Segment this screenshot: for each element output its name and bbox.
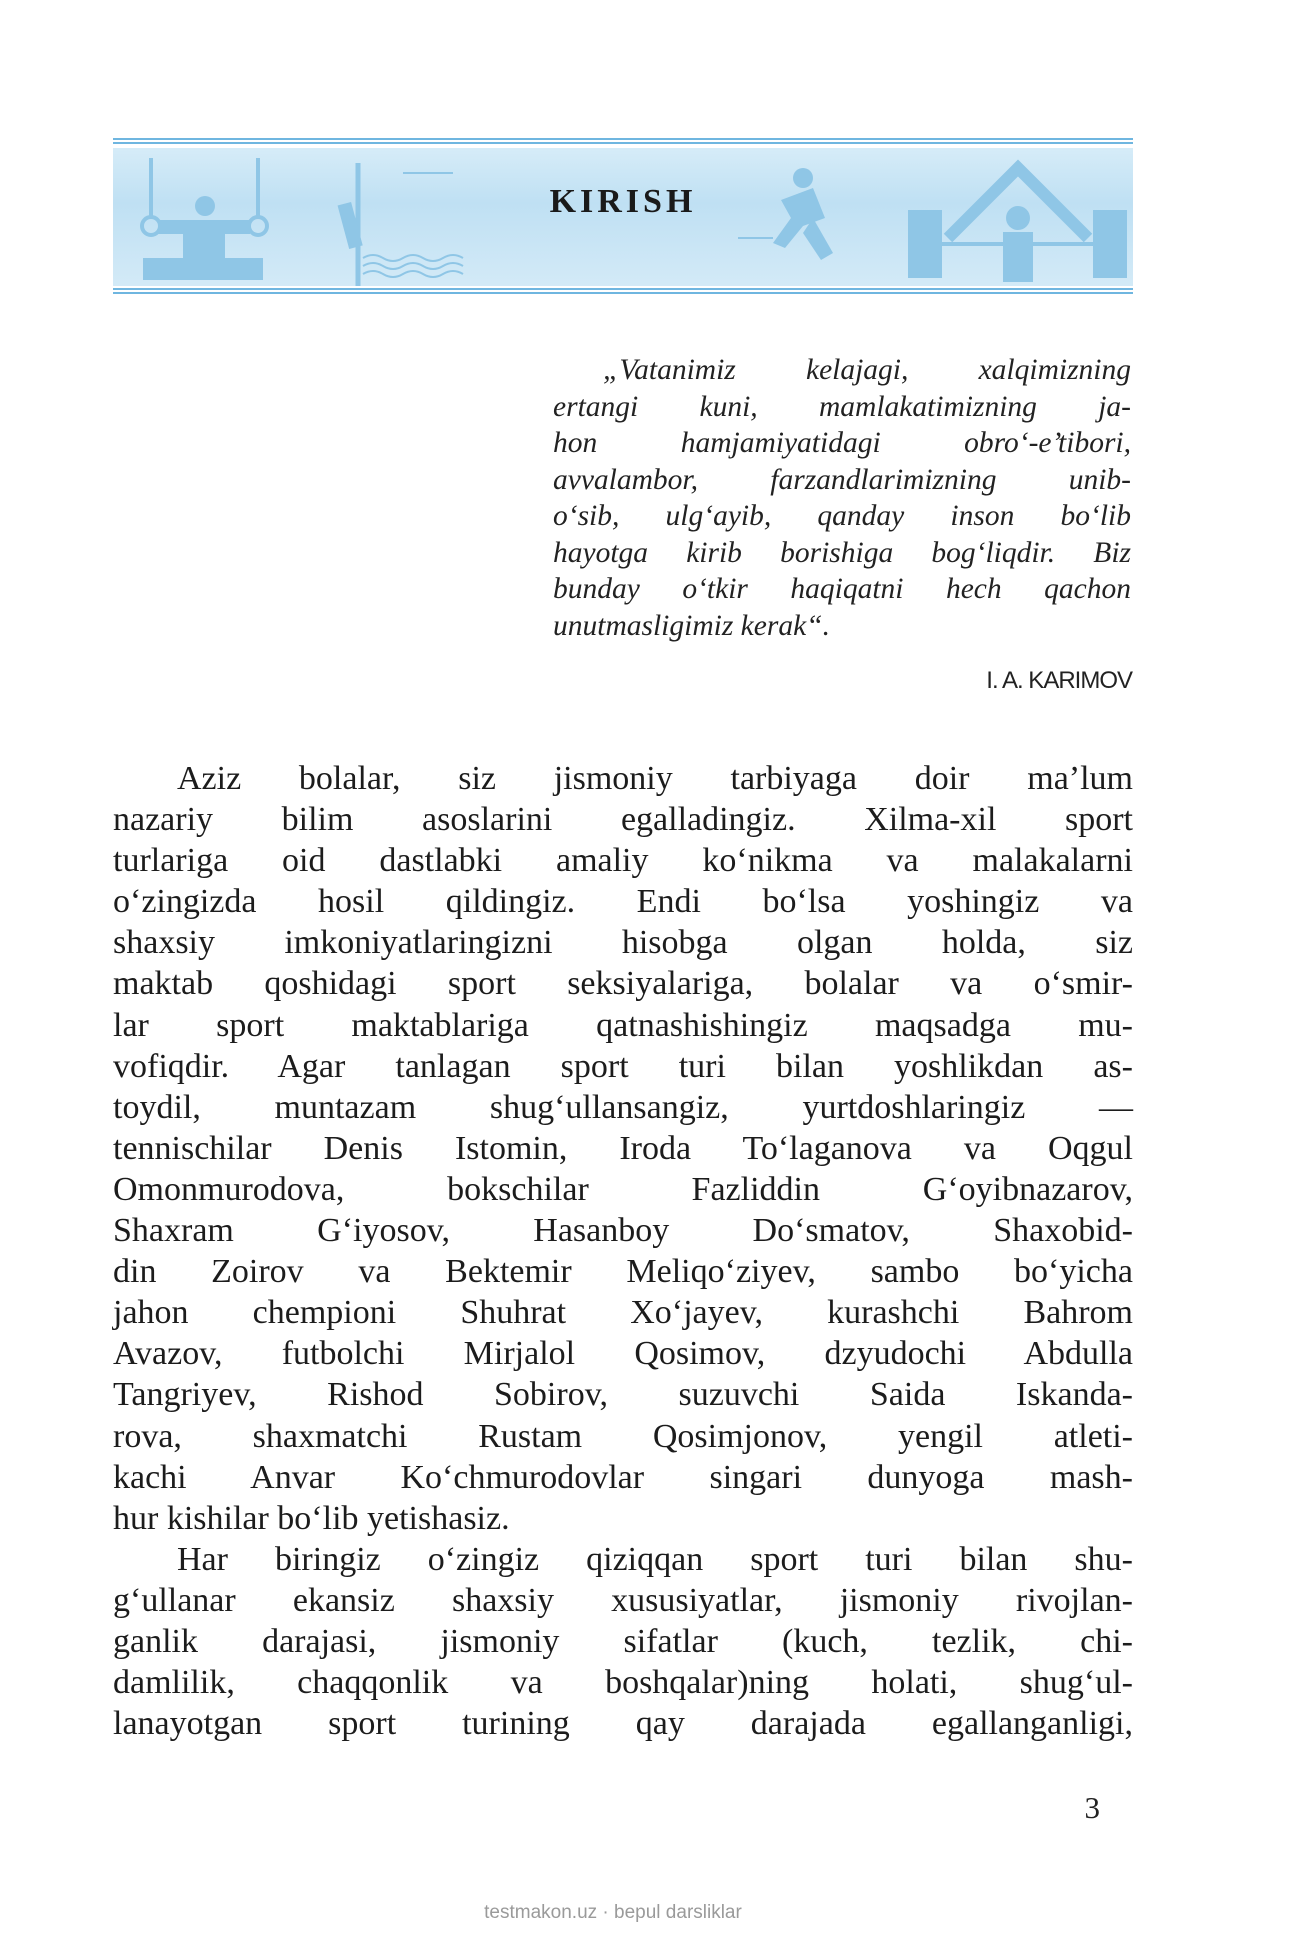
epigraph-line: o‘sib, ulg‘ayib, qanday inson bo‘lib [553,500,1131,532]
text-line: jahon chempioni Shuhrat Xo‘jayev, kurashchi Bahrom [113,1294,1133,1332]
chapter-header-band [113,138,1133,296]
epigraph-line: avvalambor, farzandlarimizning unib- [553,463,1131,496]
body-text [113,758,1133,1744]
diver-icon [338,163,453,286]
text-line: nazariy bilim asoslarini egalladingiz. Xilma-xil sport [113,801,1133,839]
text-line: din Zoirov va Bektemir Meliqo‘ziyev, sambo bo‘yicha [113,1253,1133,1291]
header-top-rule [113,138,1133,146]
chapter-title: KIRISH [549,183,697,220]
epigraph-author: I. A. KARIMOV [986,667,1132,694]
epigraph-line: bunday o‘tkir haqiqatni hech qachon [553,573,1131,605]
text-line: toydil, muntazam shug‘ullansangiz, yurtdoshlaringiz — [113,1088,1133,1126]
text-line: Shaxram G‘iyosov, Hasanboy Do‘smatov, Shaxobid- [113,1212,1133,1250]
water-waves-icon [363,255,463,277]
text-line: o‘zingizda hosil qildingiz. Endi bo‘lsa yoshingiz va [113,883,1133,921]
text-line: Aziz bolalar, siz jismoniy tarbiyaga doir ma’lum [177,760,1133,797]
text-line: turlariga oid dastlabki amaliy ko‘nikma va malakalarni [113,842,1133,880]
header-bottom-rule [113,288,1133,296]
epigraph-line: hon hamjamiyatidagi obro‘-e’tibori, [553,427,1131,459]
text-line: maktab qoshidagi sport seksiyalariga, bolalar va o‘smir- [113,965,1133,1003]
text-line: Har biringiz o‘zingiz qiziqqan sport turi bilan shu- [177,1540,1133,1578]
epigraph-line: hayotga kirib borishiga bog‘liqdir. Biz [553,536,1131,569]
epigraph-line: „Vatanimiz kelajagi, xalqimizning [603,354,1131,386]
page-number: 3 [1084,1790,1100,1825]
text-line: shaxsiy imkoniyatlaringizni hisobga olgan holda, siz [113,924,1133,962]
text-line: vofiqdir. Agar tanlagan sport turi bilan yoshlikdan as- [113,1047,1133,1085]
epigraph-line: ertangi kuni, mamlakatimizning ja- [553,390,1131,423]
watermark: testmakon.uz · bepul darsliklar [484,1902,742,1923]
text-line: Avazov, futbolchi Mirjalol Qosimov, dzyudochi Abdulla [113,1335,1133,1373]
epigraph-quote [553,352,1131,644]
paragraph-1 [113,758,1133,1539]
text-line: kachi Anvar Ko‘chmurodovlar singari dunyoga mash- [113,1458,1133,1496]
text-line: lar sport maktablariga qatnashishingiz maqsadga mu- [113,1006,1133,1044]
paragraph-2 [113,1539,1133,1744]
text-line: hur kishilar bo‘lib yetishasiz. [113,1499,510,1537]
text-line: lanayotgan sport turining qay darajada egallanganligi, [113,1705,1133,1743]
epigraph-line: unutmasligimiz kerak“. [553,609,830,642]
text-line: tennischilar Denis Istomin, Iroda To‘laganova va Oqgul [113,1129,1133,1167]
text-line: rova, shaxmatchi Rustam Qosimjonov, yengil atleti- [113,1417,1133,1455]
text-line: Tangriyev, Rishod Sobirov, suzuvchi Saida Iskanda- [113,1376,1133,1414]
text-line: g‘ullanar ekansiz shaxsiy xususiyatlar, jismoniy rivojlan- [113,1581,1133,1619]
text-line: damlilik, chaqqonlik va boshqalar)ning holati, shug‘ul- [113,1664,1133,1702]
text-line: Omonmurodova, bokschilar Fazliddin G‘oyibnazarov, [113,1170,1133,1208]
text-line: ganlik darajasi, jismoniy sifatlar (kuch, tezlik, chi- [113,1622,1133,1660]
